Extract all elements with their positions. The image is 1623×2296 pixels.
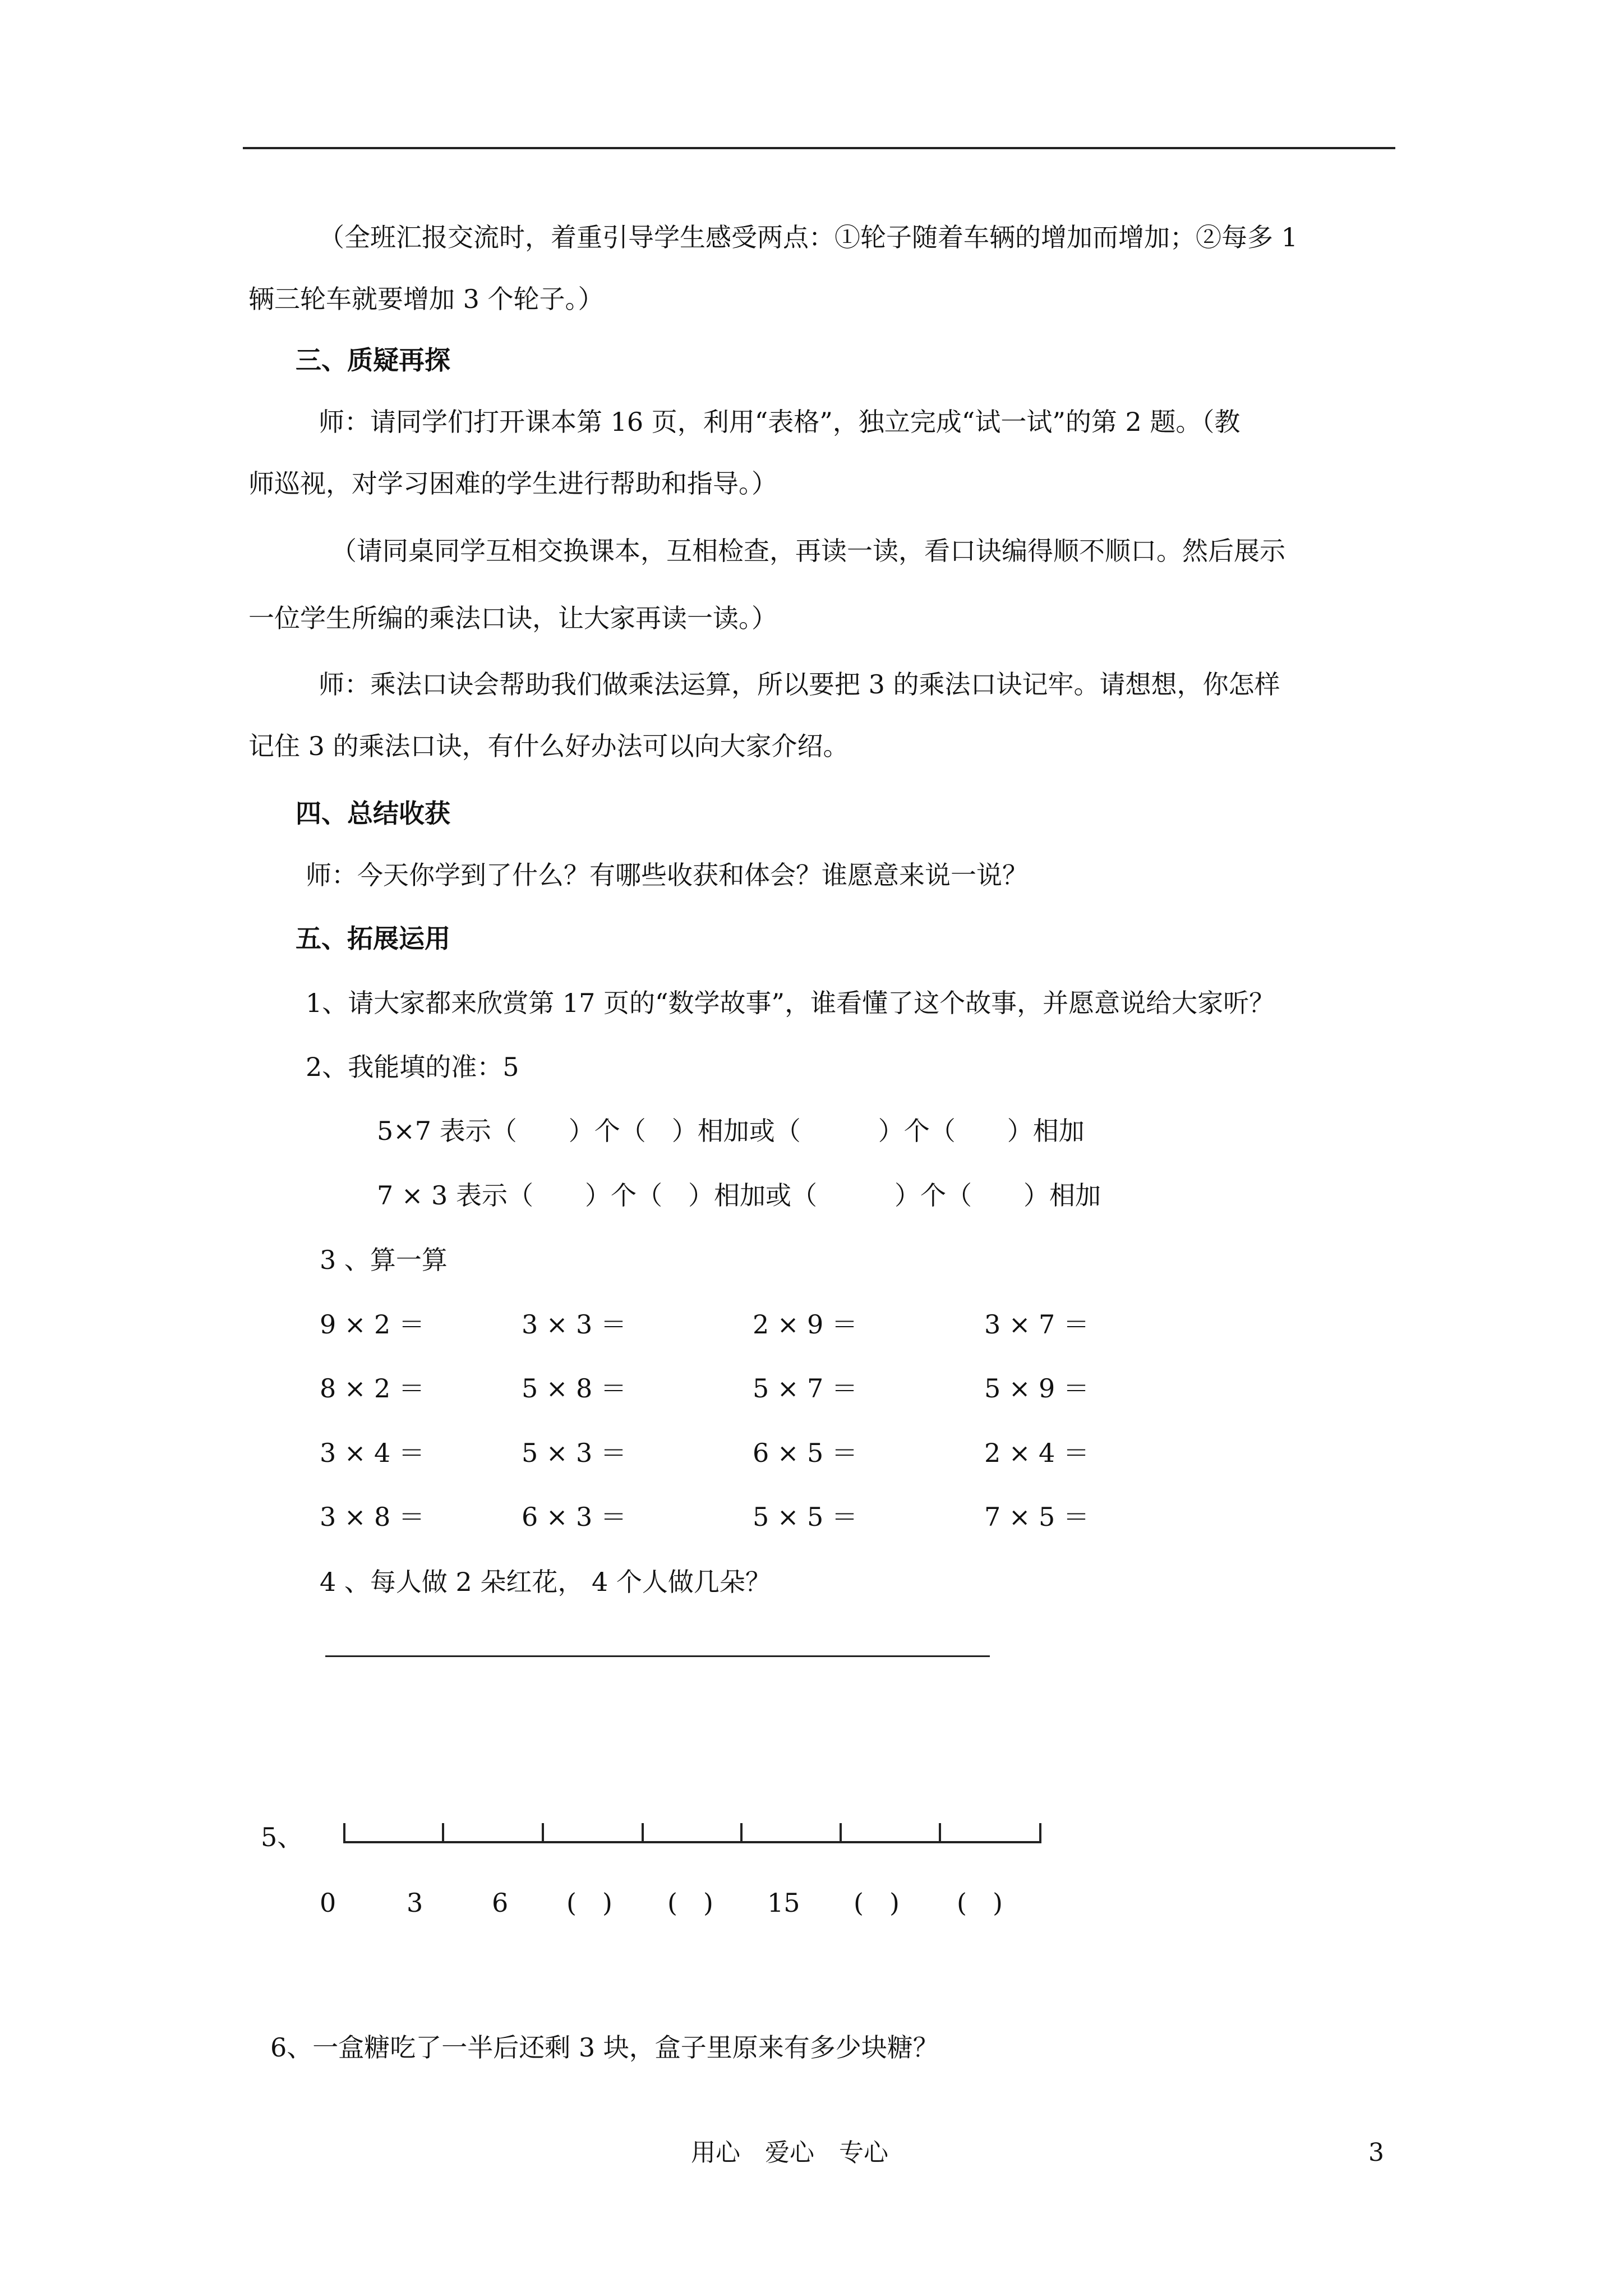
- calc-item: 5 × 5 ＝: [753, 1502, 857, 1532]
- calc-item: 5 × 3 ＝: [522, 1438, 626, 1468]
- number-line: [343, 1823, 1041, 1857]
- question-1: 1、请大家都来欣赏第 17 页的“数学故事”，谁看懂了这个故事，并愿意说给大家听？: [306, 988, 1275, 1018]
- calc-item: 3 × 3 ＝: [522, 1309, 626, 1340]
- number-line-tick: [642, 1823, 644, 1843]
- answer-line: [325, 1655, 990, 1657]
- calc-item: 2 × 9 ＝: [753, 1309, 857, 1340]
- page-number: 3: [1368, 2138, 1384, 2167]
- question-2: 2、我能填的准：5: [306, 1052, 519, 1082]
- number-line-base: [343, 1841, 1041, 1843]
- calc-item: 3 × 7 ＝: [984, 1309, 1089, 1340]
- calc-item: 2 × 4 ＝: [984, 1438, 1089, 1468]
- number-line-tick: [939, 1823, 941, 1843]
- number-line-tick: [442, 1823, 444, 1843]
- header-rule: [243, 147, 1395, 149]
- question-2a: 5×7 表示（ ）个（ ）相加或（ ）个（ ）相加: [377, 1116, 1085, 1146]
- number-line-label: 3: [407, 1888, 423, 1918]
- number-line-label: 15: [767, 1888, 800, 1918]
- question-2b: 7 × 3 表示（ ）个（ ）相加或（ ）个（ ）相加: [377, 1180, 1101, 1211]
- number-line-tick: [542, 1823, 544, 1843]
- calc-item: 9 × 2 ＝: [320, 1309, 425, 1340]
- number-line-blank: ( ): [854, 1888, 900, 1918]
- number-line-blank: ( ): [566, 1888, 612, 1918]
- paragraph-teacher-1-line1: 师：请同学们打开课本第 16 页，利用“表格”，独立完成“试一试”的第 2 题。（教: [319, 407, 1241, 437]
- paragraph-report-line1: （全班汇报交流时，着重引导学生感受两点：①轮子随着车辆的增加而增加；②每多 1: [319, 222, 1298, 252]
- number-line-blank: ( ): [957, 1888, 1003, 1918]
- footer-motto: 用心 爱心 专心: [691, 2138, 888, 2167]
- calc-item: 5 × 7 ＝: [753, 1373, 857, 1404]
- number-line-label: 0: [320, 1888, 336, 1918]
- number-line-tick: [840, 1823, 842, 1843]
- number-line-label: 6: [492, 1888, 509, 1918]
- question-3: 3 、算一算: [320, 1245, 448, 1275]
- section-heading-5: 五、拓展运用: [296, 923, 450, 954]
- question-6: 6、一盒糖吃了一半后还剩 3 块，盒子里原来有多少块糖？: [270, 2032, 939, 2063]
- paragraph-teacher-3: 师：今天你学到了什么？有哪些收获和体会？谁愿意来说一说？: [306, 860, 1028, 890]
- section-heading-3: 三、质疑再探: [296, 345, 450, 375]
- calc-item: 7 × 5 ＝: [984, 1502, 1089, 1532]
- calc-item: 5 × 8 ＝: [522, 1373, 626, 1404]
- number-line-tick: [740, 1823, 743, 1843]
- calc-item: 5 × 9 ＝: [984, 1373, 1089, 1404]
- calc-item: 3 × 8 ＝: [320, 1502, 425, 1532]
- question-4: 4 、每人做 2 朵红花， 4 个人做几朵？: [320, 1567, 771, 1597]
- section-heading-4: 四、总结收获: [296, 798, 450, 829]
- paragraph-teacher-1-line2: 师巡视，对学习困难的学生进行帮助和指导。）: [248, 468, 777, 499]
- calc-item: 6 × 3 ＝: [522, 1502, 626, 1532]
- number-line-tick: [1039, 1823, 1041, 1843]
- question-5-label: 5、: [261, 1822, 303, 1852]
- number-line-tick: [343, 1823, 345, 1843]
- calc-item: 8 × 2 ＝: [320, 1373, 425, 1404]
- calc-item: 6 × 5 ＝: [753, 1438, 857, 1468]
- paragraph-teacher-2-line1: 师：乘法口诀会帮助我们做乘法运算，所以要把 3 的乘法口诀记牢。请想想，你怎样: [319, 669, 1280, 700]
- paragraph-teacher-2-line2: 记住 3 的乘法口诀，有什么好办法可以向大家介绍。: [248, 731, 849, 761]
- calc-item: 3 × 4 ＝: [320, 1438, 425, 1468]
- paragraph-deskmate-line2: 一位学生所编的乘法口诀，让大家再读一读。）: [248, 603, 777, 633]
- paragraph-deskmate-line1: （请同桌同学互相交换课本，互相检查，再读一读，看口诀编得顺不顺口。然后展示: [331, 536, 1285, 566]
- paragraph-report-line2: 辆三轮车就要增加 3 个轮子。）: [248, 284, 604, 314]
- number-line-blank: ( ): [667, 1888, 713, 1918]
